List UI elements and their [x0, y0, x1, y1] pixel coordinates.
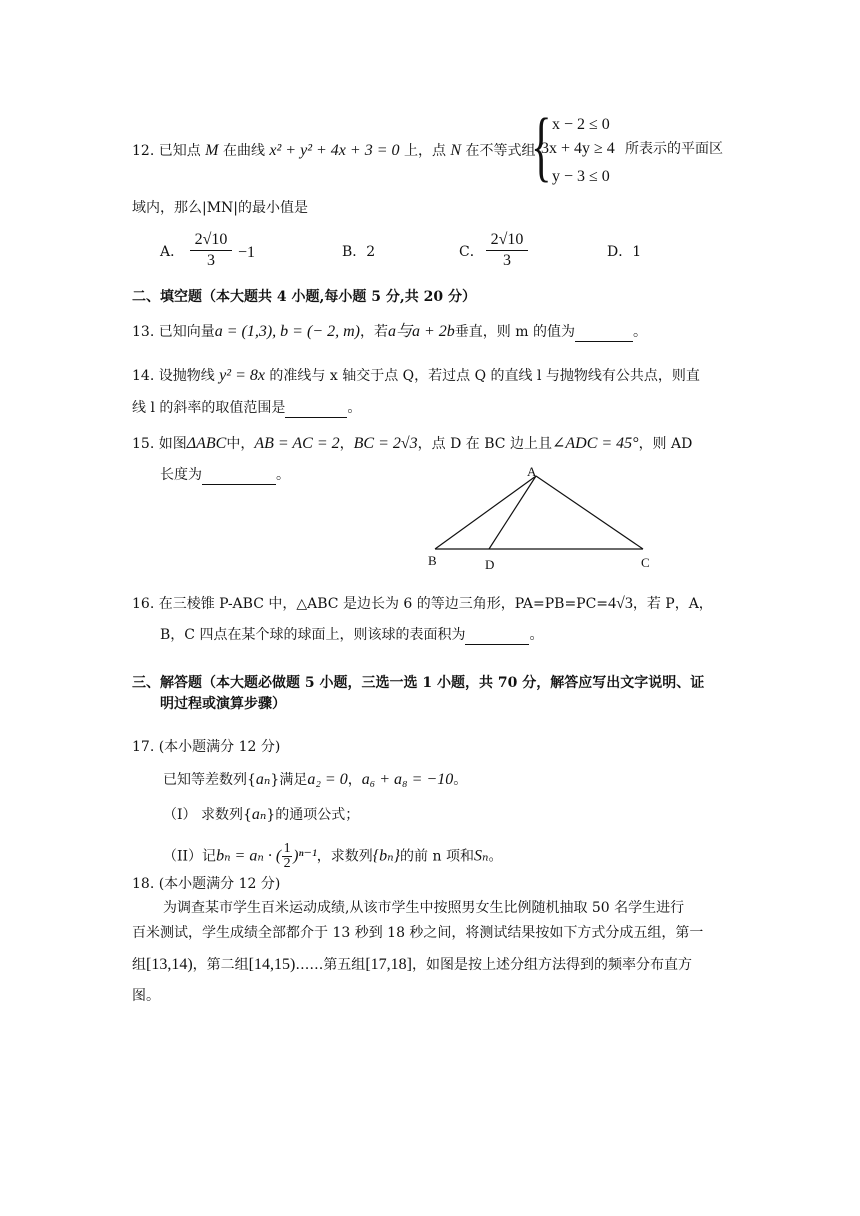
q18-l3-dots: ……第五组 — [295, 957, 366, 973]
q12-point-n: N — [450, 142, 462, 159]
section3-title-line2: 明过程或演算步骤） — [160, 696, 286, 712]
q16-line1-text: 16. 在三棱锥 P-ABC 中，△ABC 是边长为 6 的等边三角形，PA=PB=PC= — [132, 596, 609, 612]
q12-on-curve: 在曲线 — [222, 143, 265, 159]
q17-p1-post: }的通项公式； — [266, 807, 360, 823]
q16-line1 — [132, 594, 713, 613]
q12-option-b: B．2 — [342, 244, 376, 260]
q17-part2 — [163, 842, 502, 871]
q17-p2-mid: ，求数列 — [316, 848, 373, 865]
q17-p2-formula: bₙ = aₙ · ( — [216, 847, 282, 865]
q12-option-a-label: A． — [160, 244, 185, 260]
q15-eq3: ∠ADC = 45° — [551, 435, 639, 452]
vertex-b-label: B — [428, 553, 437, 568]
q12-in-system: 在不等式组 — [465, 143, 536, 159]
q15-line2 — [160, 467, 290, 485]
q18-head: 18. (本小题满分 12 分) — [132, 876, 281, 892]
q13-prefix: 13. 已知向量 — [132, 324, 215, 340]
q12-option-d: D．1 — [607, 244, 642, 260]
vertex-c-label: C — [641, 555, 650, 570]
q12-point-m: M — [205, 142, 219, 159]
q17-part1 — [163, 805, 359, 824]
q17-p2-end: 。 — [488, 848, 503, 865]
q12-option-c-label: C． — [459, 244, 484, 260]
q17-p2-exp: )ⁿ⁻¹ — [293, 847, 317, 865]
q12-option-a-den: 3 — [207, 251, 215, 269]
q17-cond2: a₆ + a₈ = −10 — [361, 771, 454, 788]
q18-l3-pre: 组 — [132, 957, 146, 973]
side-ac — [536, 476, 643, 549]
q14-eq: y² = 8x — [219, 367, 265, 384]
q15-eq1: AB = AC = 2 — [254, 435, 340, 452]
q17-cond1: a₂ = 0 — [307, 771, 348, 788]
system-eq-3: y − 3 ≤ 0 — [552, 168, 610, 185]
q16-line2 — [160, 627, 543, 645]
q15-answer-blank[interactable] — [202, 467, 276, 485]
q13-mid: ，若 — [359, 324, 388, 340]
q18-line2: 百米测试，学生成绩全部都介于 13 秒到 18 秒之间，将测试结果按如下方式分成五组，第一 — [132, 925, 704, 941]
q17-an: aₙ — [255, 771, 271, 788]
vertex-a-label: A — [527, 464, 537, 479]
q12-mid: 上，点 — [403, 143, 446, 159]
q17-p2-bn: {bₙ} — [372, 847, 401, 865]
q15-tri: ΔABC — [186, 435, 227, 452]
q17-p1-pre: 求数列{ — [200, 807, 252, 823]
system-brace: { — [531, 102, 552, 189]
q18-l3-tail: ，如图是按上述分组方法得到的频率分布直方 — [411, 957, 692, 973]
q17-given-pre: 已知等差数列{ — [163, 772, 256, 788]
q15-mid2: ，点 D 在 BC 边上且 — [417, 436, 552, 452]
q12-suffix: 所表示的平面区 — [625, 141, 723, 157]
q12-option-c-den: 3 — [503, 251, 511, 269]
q13-end: 。 — [632, 324, 647, 340]
q18-group2: [14,15) — [248, 956, 296, 973]
q13-line — [132, 322, 647, 342]
q18-line3 — [132, 955, 692, 974]
q14-rest: 的准线与 x 轴交于点 Q，若过点 Q 的直线 l 与抛物线有公共点，则直 — [269, 368, 700, 384]
q12-option-a-fraction — [190, 231, 232, 269]
q17-cond-sep: ， — [347, 772, 362, 788]
q13-suffix: 垂直，则 m 的值为 — [454, 324, 575, 340]
q17-head: 17. (本小题满分 12 分) — [132, 739, 281, 755]
q17-p2-rest: 的前 n 项和 — [400, 848, 474, 865]
q17-p1-an: aₙ — [251, 806, 267, 823]
q16-line2-text: B，C 四点在某个球的球面上，则该球的表面积为 — [160, 627, 466, 643]
q15-line1 — [132, 434, 692, 453]
q18-line4: 图。 — [132, 988, 160, 1004]
q15-prefix: 15. 如图 — [132, 436, 187, 452]
q14-line2-text: 线 l 的斜率的取值范围是 — [132, 400, 286, 416]
q14-end: 。 — [347, 400, 362, 416]
q13-answer-blank[interactable] — [575, 324, 633, 342]
segment-ad — [489, 476, 536, 549]
q12-line2: 域内，那么|MN|的最小值是 — [132, 200, 309, 216]
q16-answer-blank[interactable] — [465, 627, 529, 645]
q12-option-a-num: 2√10 — [194, 231, 228, 248]
q14-prefix: 14. 设抛物线 — [132, 368, 215, 384]
section3-title-line1: 三、解答题（本大题必做题 5 小题，三选一选 1 小题，共 70 分，解答应写出文字说明、证 — [132, 675, 705, 691]
q14-line2 — [132, 400, 361, 418]
q15-comma: ， — [339, 436, 354, 452]
q14-answer-blank[interactable] — [285, 400, 347, 418]
q16-end: 。 — [529, 627, 544, 643]
q15-end: 。 — [276, 467, 290, 483]
section2-title: 二、填空题（本大题共 4 小题,每小题 5 分,共 20 分） — [132, 289, 476, 305]
system-eq-1: x − 2 ≤ 0 — [552, 116, 610, 133]
q16-val: 4√3 — [608, 595, 633, 612]
q12-prefix: 12. 已知点 — [132, 143, 201, 159]
system-eq-2: 3x + 4y ≥ 4 — [541, 140, 615, 157]
q15-mid1: 中， — [226, 436, 255, 452]
q12-curve-eq: x² + y² + 4x + 3 = 0 — [269, 142, 400, 159]
q12-option-a-tail: −1 — [238, 244, 256, 261]
q18-group5: [17,18] — [365, 956, 412, 973]
q14-line1 — [132, 366, 700, 385]
vertex-d-label: D — [485, 557, 495, 572]
triangle-figure — [420, 462, 670, 574]
q18-line1: 为调查某市学生百米运动成绩,从该市学生中按照男女生比例随机抽取 50 名学生进行 — [163, 900, 685, 916]
q15-tail: ，则 AD — [638, 436, 693, 452]
q17-p2-sn: Sₙ — [473, 847, 489, 865]
q17-p2-label: （II）记 — [163, 848, 217, 865]
q13-cond: a与a + 2b — [387, 323, 455, 340]
q13-vectors: a = (1,3), b = (− 2, m) — [214, 323, 360, 340]
q18-group1: [13,14) — [146, 956, 193, 973]
q17-given-mid: }满足 — [270, 772, 308, 788]
q17-p2-half-den: 2 — [283, 856, 291, 871]
q17-p2-half — [282, 842, 292, 871]
q17-given-end: 。 — [453, 772, 468, 788]
q12-line1 — [132, 141, 536, 160]
q18-l3-mid: ，第二组 — [192, 957, 249, 973]
q15-eq2: BC = 2√3 — [353, 435, 418, 452]
q15-line2-text: 长度为 — [160, 467, 202, 483]
q16-line1-tail: ，若 P，A， — [632, 596, 713, 612]
q17-p2-half-num: 1 — [283, 841, 291, 856]
q17-given — [163, 770, 467, 789]
q12-option-c-num: 2√10 — [490, 231, 524, 248]
q12-option-c-fraction — [486, 231, 528, 269]
q17-p1-label: （I） — [163, 807, 197, 823]
side-ab — [435, 476, 536, 549]
